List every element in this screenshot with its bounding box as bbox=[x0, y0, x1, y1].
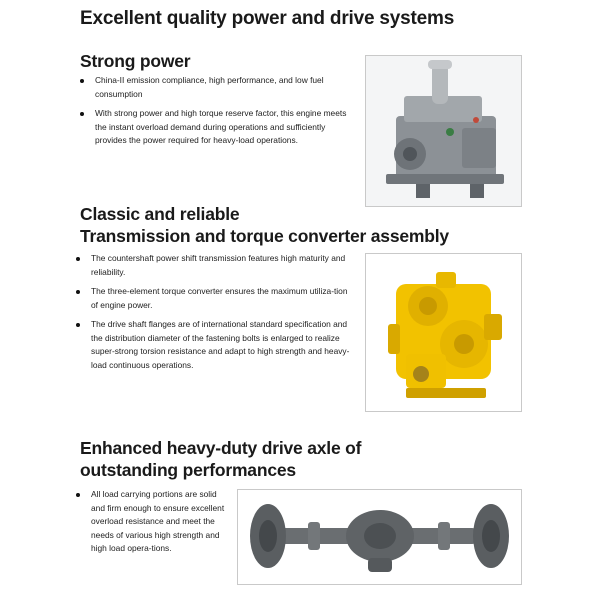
section-heading-drive-axle bbox=[80, 437, 361, 481]
list-item: All load carrying portions are solid and firm enough to ensure excellent overload resistance and meet the needs of various high strength and high load opera-tions. bbox=[76, 488, 226, 556]
section-heading-strong-power bbox=[80, 50, 190, 72]
engine-illustration bbox=[366, 56, 521, 206]
list-item: China-II emission compliance, high performance, and low fuel consumption bbox=[80, 74, 355, 101]
strong-power-bullets bbox=[80, 74, 355, 154]
list-item: The drive shaft flanges are of international standard specification and the distribution diameter of the fastening bolts is enlarged to realize super-strong torsion resistance and adapt to high strength and heavy-load continuous operations. bbox=[76, 318, 351, 372]
drive-axle-photo bbox=[237, 489, 522, 585]
section-heading-transmission bbox=[80, 203, 449, 247]
bullet-dot bbox=[80, 79, 84, 83]
heading-line: outstanding performances bbox=[80, 460, 296, 480]
bullet-dot bbox=[76, 493, 80, 497]
bullet-dot bbox=[76, 290, 80, 294]
transmission-illustration bbox=[366, 254, 521, 411]
bullet-dot bbox=[80, 112, 84, 116]
bullet-dot bbox=[76, 257, 80, 261]
heading-line: Enhanced heavy-duty drive axle of bbox=[80, 438, 362, 458]
transmission-bullets bbox=[76, 252, 351, 378]
list-item: The countershaft power shift transmission features high maturity and reliability. bbox=[76, 252, 351, 279]
heading-line: Classic and reliable bbox=[80, 204, 240, 224]
list-item: The three-element torque converter ensures the maximum utiliza-tion of engine power. bbox=[76, 285, 351, 312]
drive-axle-illustration bbox=[238, 490, 521, 584]
engine-photo bbox=[365, 55, 522, 207]
heading-line: Strong power bbox=[80, 51, 191, 71]
list-item: With strong power and high torque reserve factor, this engine meets the instant overload demand during operations and sufficiently provides the power required for heavy-load operations. bbox=[80, 107, 355, 148]
heading-line: Transmission and torque converter assembly bbox=[80, 226, 449, 246]
transmission-photo bbox=[365, 253, 522, 412]
bullet-dot bbox=[76, 323, 80, 327]
page-title: Excellent quality power and drive systems bbox=[80, 8, 455, 29]
drive-axle-bullets bbox=[76, 488, 226, 562]
